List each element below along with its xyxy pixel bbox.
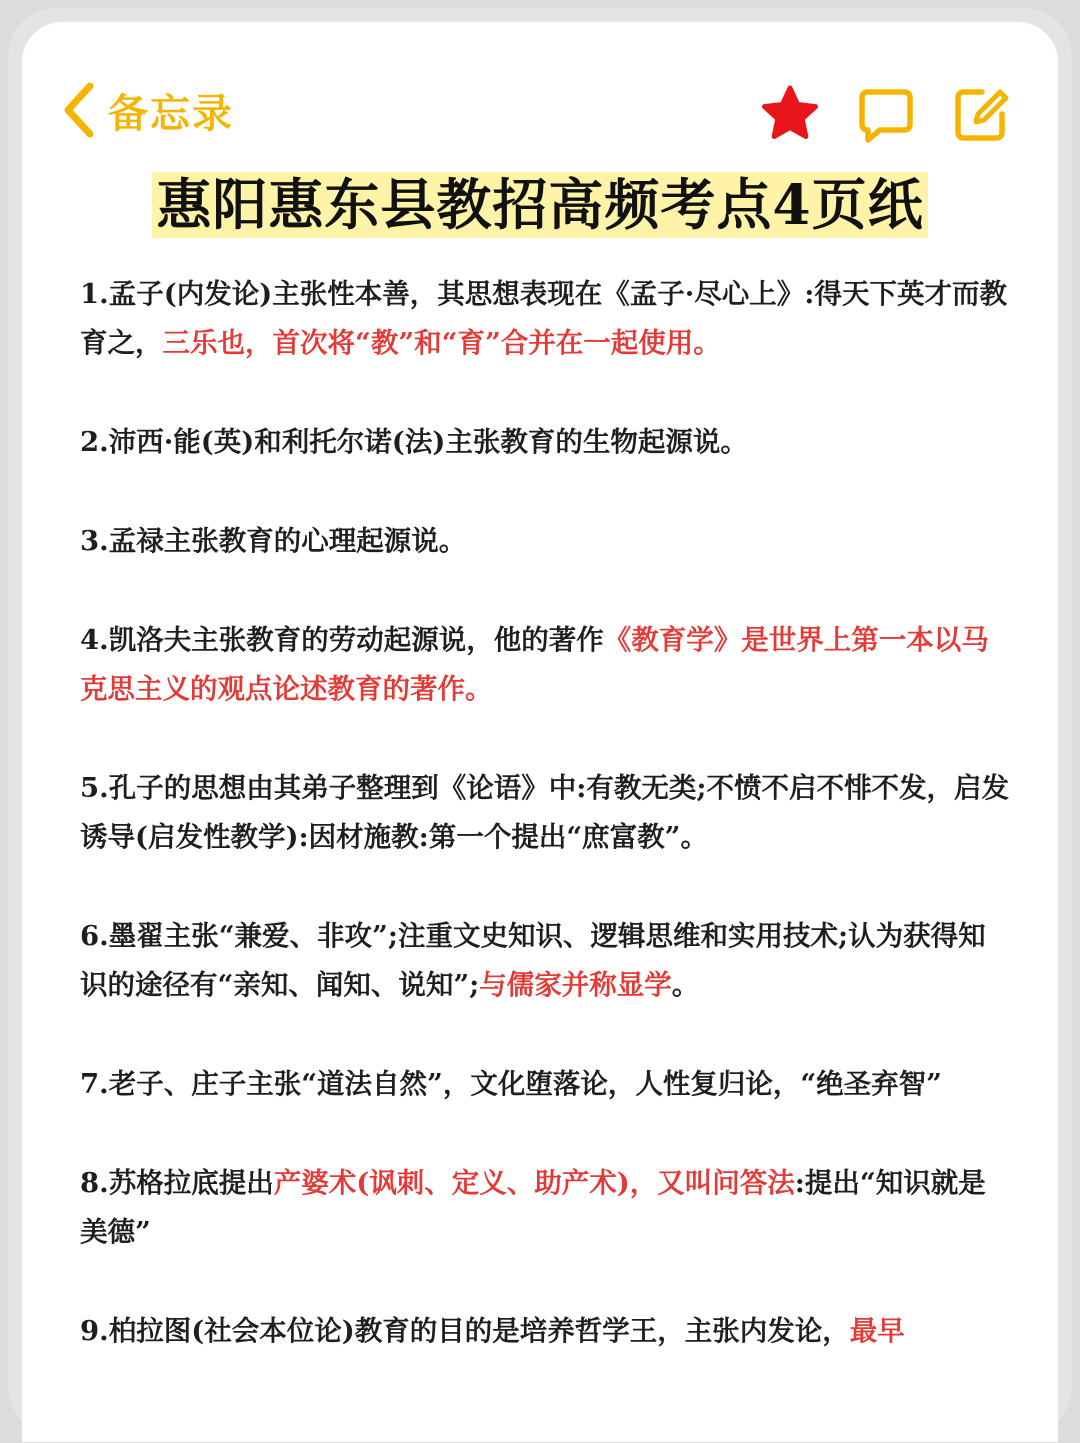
navigation-bar	[22, 22, 1058, 172]
notes-list	[80, 270, 1010, 1406]
favorite-button[interactable]	[760, 84, 820, 144]
edit-button[interactable]	[952, 84, 1012, 144]
note-text: 5.孔子的思想由其弟子整理到《论语》中:有教无类;不愤不启不悱不发，启发诱导(启发性教学):因材施教:第一个提出“庶富教”。	[80, 772, 1010, 853]
note-highlight-text: 产婆术(讽刺、定义、助产术)，又叫问答法	[273, 1167, 795, 1199]
page-title: 惠阳惠东县教招高频考点4页纸	[152, 172, 927, 238]
title-area	[22, 172, 1058, 238]
note-item	[80, 517, 1010, 566]
note-item	[80, 1060, 1010, 1109]
note-text: 4.凯洛夫主张教育的劳动起源说，他的著作	[80, 624, 604, 656]
note-item	[80, 418, 1010, 467]
note-text: 6.墨翟主张“兼爱、非攻”;注重文史知识、逻辑思维和实用技术;认为获得知识的途径有“亲知、闻知、说知”;	[80, 920, 986, 1001]
note-text: 7.老子、庄子主张“道法自然”，文化堕落论，人性复归论，“绝圣弃智”	[80, 1068, 942, 1100]
note-highlight-text: 三乐也，首次将“教”和“育”合并在一起使用。	[162, 327, 721, 359]
note-item	[80, 764, 1010, 862]
comment-icon	[856, 84, 916, 144]
note-text: 9.柏拉图(社会本位论)教育的目的是培养哲学王，主张内发论，	[80, 1315, 850, 1347]
note-item	[80, 1159, 1010, 1257]
back-label: 备忘录	[108, 90, 234, 137]
note-text: 2.沛西·能(英)和利托尔诺(法)主张教育的生物起源说。	[80, 426, 748, 458]
back-button[interactable]	[60, 80, 234, 140]
note-text: 8.苏格拉底提出	[80, 1167, 274, 1199]
note-text: 3.孟禄主张教育的心理起源说。	[80, 525, 467, 557]
note-item	[80, 270, 1010, 368]
back-chevron-icon	[60, 82, 96, 138]
memo-card	[22, 22, 1058, 1442]
note-text: 1.孟子(内发论)主张性本善，其思想表现在《孟子·尽心上》:得天下英才而教育之，	[80, 278, 1007, 359]
star-icon	[760, 84, 820, 144]
note-item	[80, 912, 1010, 1010]
comment-button[interactable]	[856, 84, 916, 144]
note-text: :提出“知识就是美德”	[80, 1167, 986, 1248]
note-highlight-text: 《教育学》是世界上第一本以马克思主义的观点论述教育的著作。	[80, 624, 989, 705]
note-item	[80, 1307, 1010, 1356]
note-highlight-text: 与儒家并称显学	[479, 969, 672, 1001]
edit-icon	[952, 84, 1012, 144]
note-item	[80, 616, 1010, 714]
note-highlight-text: 最早	[849, 1315, 905, 1347]
note-text: 。	[671, 969, 700, 1001]
